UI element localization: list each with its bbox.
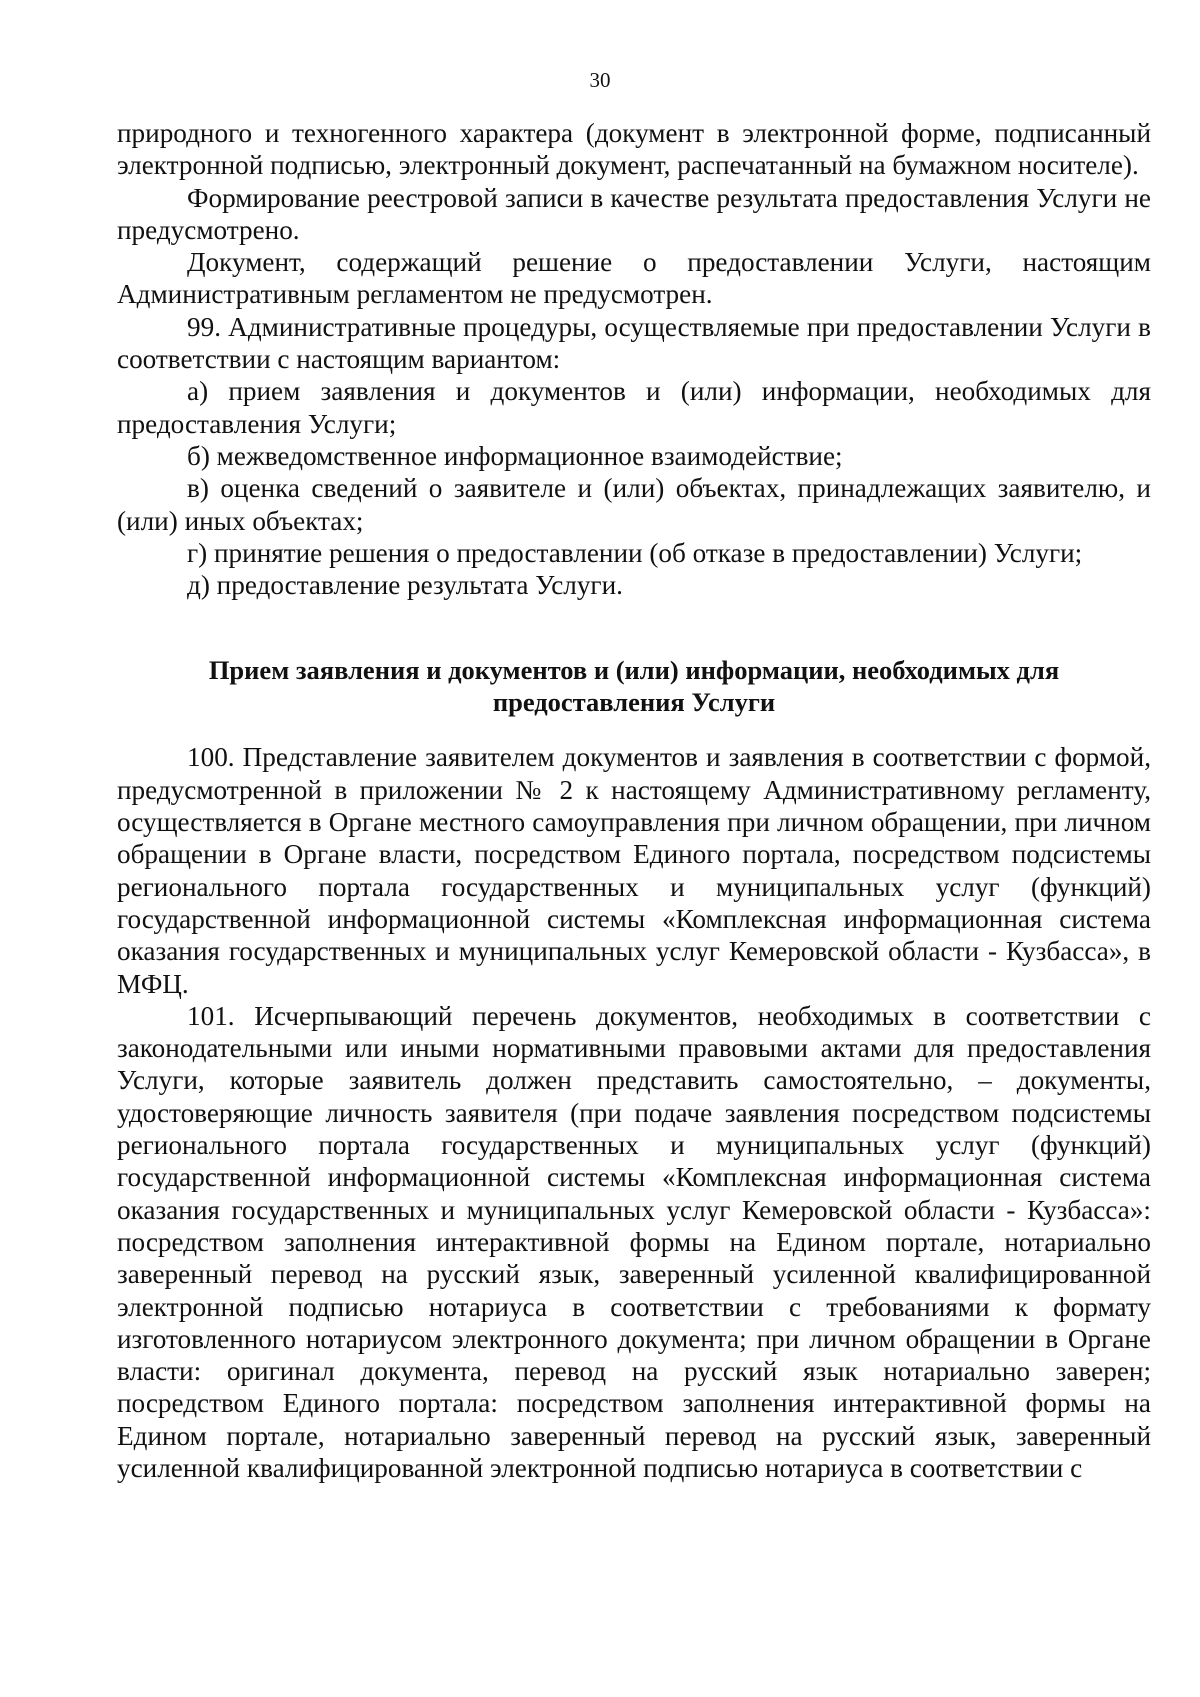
paragraph-100: 100. Представление заявителем документов и заявления в соответствии с формой, предусмотренной в приложении № 2 к настоящему Административному регламенту, осуществляется в Органе местного самоуправления при личном обращении, при личном обращении в Органе власти, посредством Единого портала, посредством подсистемы регионального портала государственных и муниципальных услуг (функций) государственной информационной системы «Комплексная информационная система оказания государственных и муниципальных услуг Кемеровской области - Кузбасса», в МФЦ. — [117, 742, 1151, 999]
list-item-procedure-d: г) принятие решения о предоставлении (об отказе в предоставлении) Услуги; — [187, 537, 1083, 568]
list-item-procedure-b: б) межведомственное информационное взаимодействие; — [187, 440, 843, 471]
paragraph-101: 101. Исчерпывающий перечень документов, необходимых в соответствии с законодательными или иными нормативными правовыми актами для предоставления Услуги, которые заявитель должен представить самостоятельно, – документы, удостоверяющие личность заявителя (при подаче заявления посредством подсистемы регионального портала государственных и муниципальных услуг (функций) государственной информационной системы «Комплексная информационная система оказания государственных и муниципальных услуг Кемеровской области - Кузбасса»: посредством заполнения интерактивной формы на Едином портале, нотариально заверенный перевод на русский язык, заверенный усиленной квалифицированной электронной подписью нотариуса в соответствии с требованиями к формату изготовленного нотариусом электронного документа; при личном обращении в Органе власти: оригинал документа, перевод на русский язык нотариально заверен; посредством Единого портала: посредством заполнения интерактивной формы на Едином портале, нотариально заверенный перевод на русский язык, заверенный усиленной квалифицированной электронной подписью нотариуса в соответствии с — [117, 1000, 1151, 1483]
section-heading-line-2: предоставления Услуги — [492, 687, 776, 718]
list-item-procedure-c: в) оценка сведений о заявителе и (или) объектах, принадлежащих заявителю, и (или) иных объектах; — [117, 473, 1151, 536]
paragraph-99: 99. Административные процедуры, осуществляемые при предоставлении Услуги в соответствии с настоящим вариантом: — [117, 311, 1151, 375]
section-heading-line-1: Прием заявления и документов и (или) информации, необходимых для — [208, 655, 1060, 686]
paragraph-decision-document: Документ, содержащий решение о предоставлении Услуги, настоящим Административным регламентом не предусмотрен. — [117, 247, 1151, 310]
list-item-procedure-a: а) прием заявления и документов и (или) информации, необходимых для предоставления Услуги; — [117, 376, 1151, 439]
section-heading — [117, 654, 1151, 718]
page-body — [117, 117, 1151, 1484]
list-item-procedure-e: д) предоставление результата Услуги. — [187, 570, 623, 601]
paragraph-continuation: природного и техногенного характера (документ в электронной форме, подписанный электронной подписью, электронный документ, распечатанный на бумажном носителе). — [117, 118, 1151, 181]
page-number: 30 — [589, 68, 611, 92]
paragraph-registry-record: Формирование реестровой записи в качестве результата предоставления Услуги не предусмотрено. — [117, 182, 1151, 245]
